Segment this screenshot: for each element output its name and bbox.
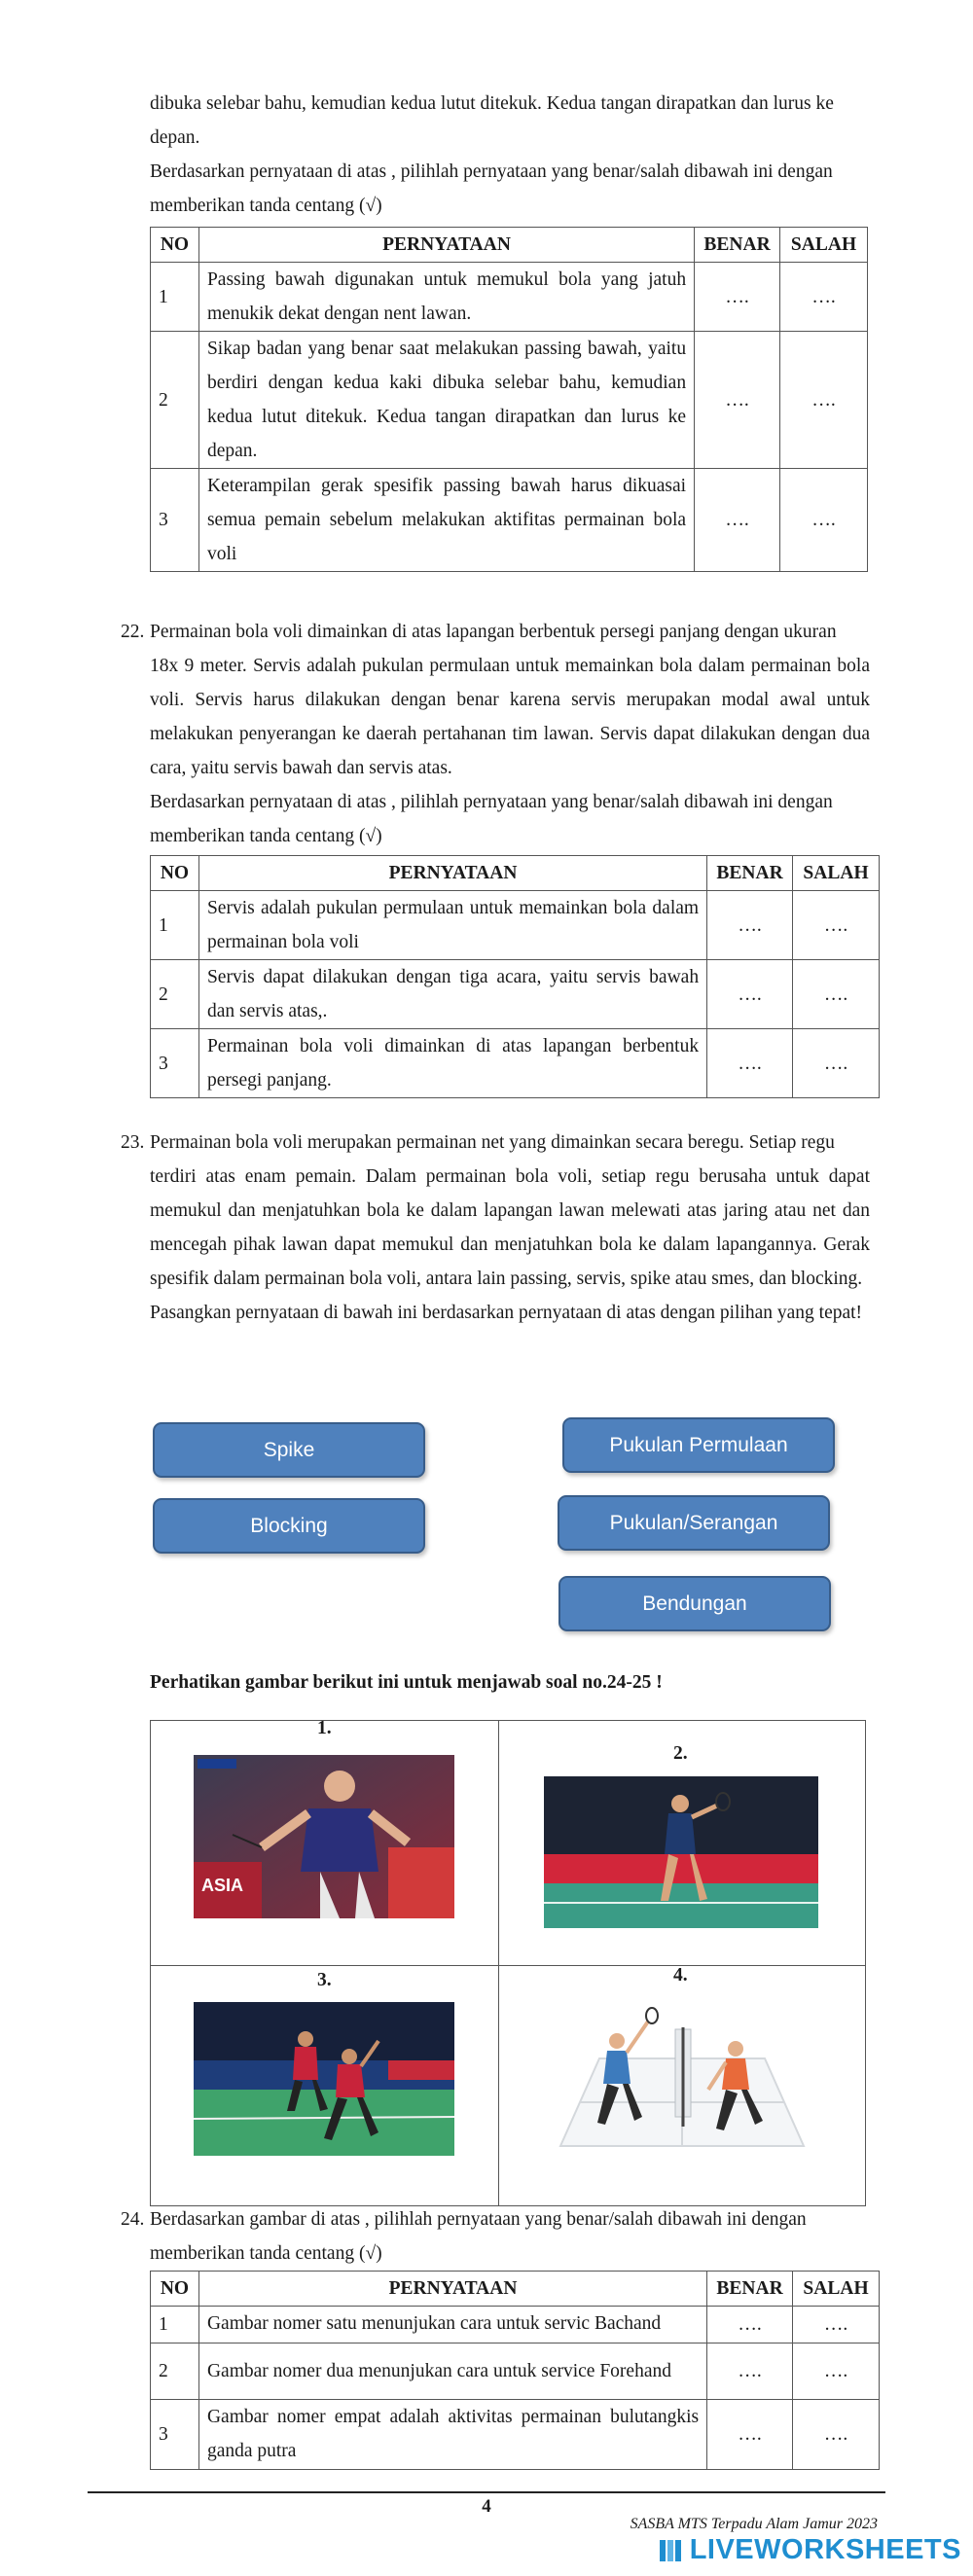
match-option-spike[interactable]: Spike	[153, 1422, 425, 1478]
header-statement: PERNYATAAN	[198, 228, 694, 263]
question-24-number: 24.	[121, 2209, 145, 2230]
benar-answer-slot[interactable]: ….	[707, 891, 793, 960]
question-24-line-1: Berdasarkan gambar di atas , pilihlah pernyataan yang benar/salah dibawah ini dengan	[150, 2209, 807, 2230]
intro-line-1: dibuka selebar bahu, kemudian kedua lutut ditekuk. Kedua tangan dirapatkan dan lurus ke	[150, 93, 834, 114]
benar-answer-slot[interactable]: ….	[707, 2343, 793, 2400]
question-22-instruction-2: memberikan tanda centang (√)	[150, 826, 382, 846]
question-23-instruction: Pasangkan pernyataan di bawah ini berdasarkan pernyataan di atas dengan pilihan yang tepat!	[150, 1303, 863, 1323]
footer-school-note: SASBA MTS Terpadu Alam Jamur 2023	[630, 2516, 878, 2532]
row-statement: Sikap badan yang benar saat melakukan passing bawah, yaitu berdiri dengan kedua kaki dibuka selebar bahu, kemudian kedua lutut ditekuk. Kedua tangan dirapatkan dan lurus ke depan.	[198, 332, 694, 469]
picture-label-4: 4.	[673, 1965, 688, 1986]
intro-instruction-1: Berdasarkan pernyataan di atas , pilihlah pernyataan yang benar/salah dibawah ini dengan	[150, 161, 833, 182]
intro-instruction-2: memberikan tanda centang (√)	[150, 196, 382, 216]
benar-answer-slot[interactable]: ….	[707, 2400, 793, 2470]
liveworksheets-brand-text: LIVEWORKSHEETS	[689, 2534, 961, 2565]
table-row	[151, 263, 868, 332]
table-header-row	[151, 856, 880, 891]
salah-answer-slot[interactable]: ….	[780, 263, 868, 332]
question-24-line-2: memberikan tanda centang (√)	[150, 2243, 382, 2264]
table-row	[151, 332, 868, 469]
row-number: 3	[151, 2400, 199, 2470]
intro-paragraph	[150, 87, 870, 223]
true-false-table-24	[150, 2271, 880, 2470]
header-no: NO	[151, 2272, 199, 2307]
row-statement: Gambar nomer satu menunjukan cara untuk servic Bachand	[198, 2307, 706, 2343]
header-statement: PERNYATAAN	[198, 856, 706, 891]
liveworksheets-logo-icon	[659, 2537, 686, 2564]
badminton-photo-2	[544, 1776, 818, 1928]
header-statement: PERNYATAAN	[198, 2272, 706, 2307]
benar-answer-slot[interactable]: ….	[707, 960, 793, 1029]
header-benar: BENAR	[707, 856, 793, 891]
benar-answer-slot[interactable]: ….	[695, 263, 780, 332]
badminton-photo-3	[194, 2002, 454, 2156]
salah-answer-slot[interactable]: ….	[793, 1029, 880, 1098]
salah-answer-slot[interactable]: ….	[793, 2343, 880, 2400]
salah-answer-slot[interactable]: ….	[793, 891, 880, 960]
question-23-text	[150, 1126, 870, 1330]
header-salah: SALAH	[793, 2272, 880, 2307]
row-statement: Keterampilan gerak spesifik passing bawah harus dikuasai semua pemain sebelum melakukan aktifitas permainan bola voli	[198, 469, 694, 572]
table-row	[151, 2307, 880, 2343]
true-false-table-22	[150, 855, 880, 1098]
benar-answer-slot[interactable]: ….	[695, 469, 780, 572]
row-number: 2	[151, 332, 199, 469]
badminton-photo-1	[194, 1755, 454, 1918]
salah-answer-slot[interactable]: ….	[780, 332, 868, 469]
true-false-table-1	[150, 227, 868, 572]
header-no: NO	[151, 228, 199, 263]
picture-label-1: 1.	[317, 1718, 332, 1738]
table-row	[151, 2343, 880, 2400]
row-statement: Gambar nomer empat adalah aktivitas permainan bulutangkis ganda putra	[198, 2400, 706, 2470]
header-benar: BENAR	[695, 228, 780, 263]
row-number: 2	[151, 2343, 199, 2400]
picture-label-2: 2.	[673, 1743, 688, 1764]
row-number: 3	[151, 469, 199, 572]
salah-answer-slot[interactable]: ….	[793, 2307, 880, 2343]
row-number: 1	[151, 891, 199, 960]
salah-answer-slot[interactable]: ….	[780, 469, 868, 572]
row-statement: Gambar nomer dua menunjukan cara untuk service Forehand	[198, 2343, 706, 2400]
picture-label-3: 3.	[317, 1970, 332, 1990]
table-row	[151, 2400, 880, 2470]
pictures-heading: Perhatikan gambar berikut ini untuk menjawab soal no.24-25 !	[150, 1672, 663, 1693]
question-22-number: 22.	[121, 622, 145, 642]
question-23-number: 23.	[121, 1132, 145, 1153]
match-option-pukulan-serangan[interactable]: Pukulan/Serangan	[558, 1495, 830, 1551]
table-row	[151, 891, 880, 960]
table-header-row	[151, 2272, 880, 2307]
badminton-illustration-4	[541, 2000, 815, 2156]
table-row	[151, 1029, 880, 1098]
page-number: 4	[482, 2496, 491, 2517]
question-22-body: 18x 9 meter. Servis adalah pukulan permulaan untuk memainkan bola dalam permainan bola voli. Servis harus dilakukan dengan benar karena servis merupakan modal awal untuk melakukan penyerangan ke daerah pertahanan tim lawan. Servis dapat dilakukan dengan dua cara, yaitu servis bawah dan servis atas.	[150, 656, 870, 778]
table-header-row	[151, 228, 868, 263]
header-salah: SALAH	[793, 856, 880, 891]
liveworksheets-logo	[659, 2534, 961, 2566]
question-22-first-line: Permainan bola voli dimainkan di atas lapangan berbentuk persegi panjang dengan ukuran	[150, 622, 837, 642]
row-number: 2	[151, 960, 199, 1029]
match-option-pukulan-permulaan[interactable]: Pukulan Permulaan	[562, 1417, 835, 1473]
header-benar: BENAR	[707, 2272, 793, 2307]
salah-answer-slot[interactable]: ….	[793, 960, 880, 1029]
header-salah: SALAH	[780, 228, 868, 263]
question-23-body: terdiri atas enam pemain. Dalam permainan bola voli, setiap regu berusaha untuk dapat memukul dan menjatuhkan bola ke dalam lapangan lawan melewati atas jaring atau net dan mencegah pihak lawan dapat memukul dan menjatuhkan bola ke dalam lapangannya. Gerak spesifik dalam permainan bola voli, antara lain passing, servis, spike atau smes, dan blocking.	[150, 1166, 870, 1289]
row-statement: Servis dapat dilakukan dengan tiga acara, yaitu servis bawah dan servis atas,.	[198, 960, 706, 1029]
row-statement: Permainan bola voli dimainkan di atas lapangan berbentuk persegi panjang.	[198, 1029, 706, 1098]
match-option-blocking[interactable]: Blocking	[153, 1498, 425, 1554]
salah-answer-slot[interactable]: ….	[793, 2400, 880, 2470]
benar-answer-slot[interactable]: ….	[707, 2307, 793, 2343]
svg-text:ASIA: ASIA	[201, 1876, 244, 1895]
question-23-first-line: Permainan bola voli merupakan permainan net yang dimainkan secara beregu. Setiap regu	[150, 1132, 835, 1153]
intro-line-2: depan.	[150, 127, 200, 148]
header-no: NO	[151, 856, 199, 891]
benar-answer-slot[interactable]: ….	[707, 1029, 793, 1098]
row-statement: Passing bawah digunakan untuk memukul bola yang jatuh menukik dekat dengan nent lawan.	[198, 263, 694, 332]
row-statement: Servis adalah pukulan permulaan untuk memainkan bola dalam permainan bola voli	[198, 891, 706, 960]
question-22-instruction-1: Berdasarkan pernyataan di atas , pilihlah pernyataan yang benar/salah dibawah ini dengan	[150, 792, 833, 812]
row-number: 1	[151, 263, 199, 332]
question-24-text	[150, 2202, 870, 2271]
question-22-text	[150, 615, 870, 853]
row-number: 3	[151, 1029, 199, 1098]
row-number: 1	[151, 2307, 199, 2343]
match-option-bendungan[interactable]: Bendungan	[559, 1576, 831, 1631]
table-row	[151, 960, 880, 1029]
benar-answer-slot[interactable]: ….	[695, 332, 780, 469]
footer-divider	[88, 2491, 885, 2493]
table-row	[151, 469, 868, 572]
